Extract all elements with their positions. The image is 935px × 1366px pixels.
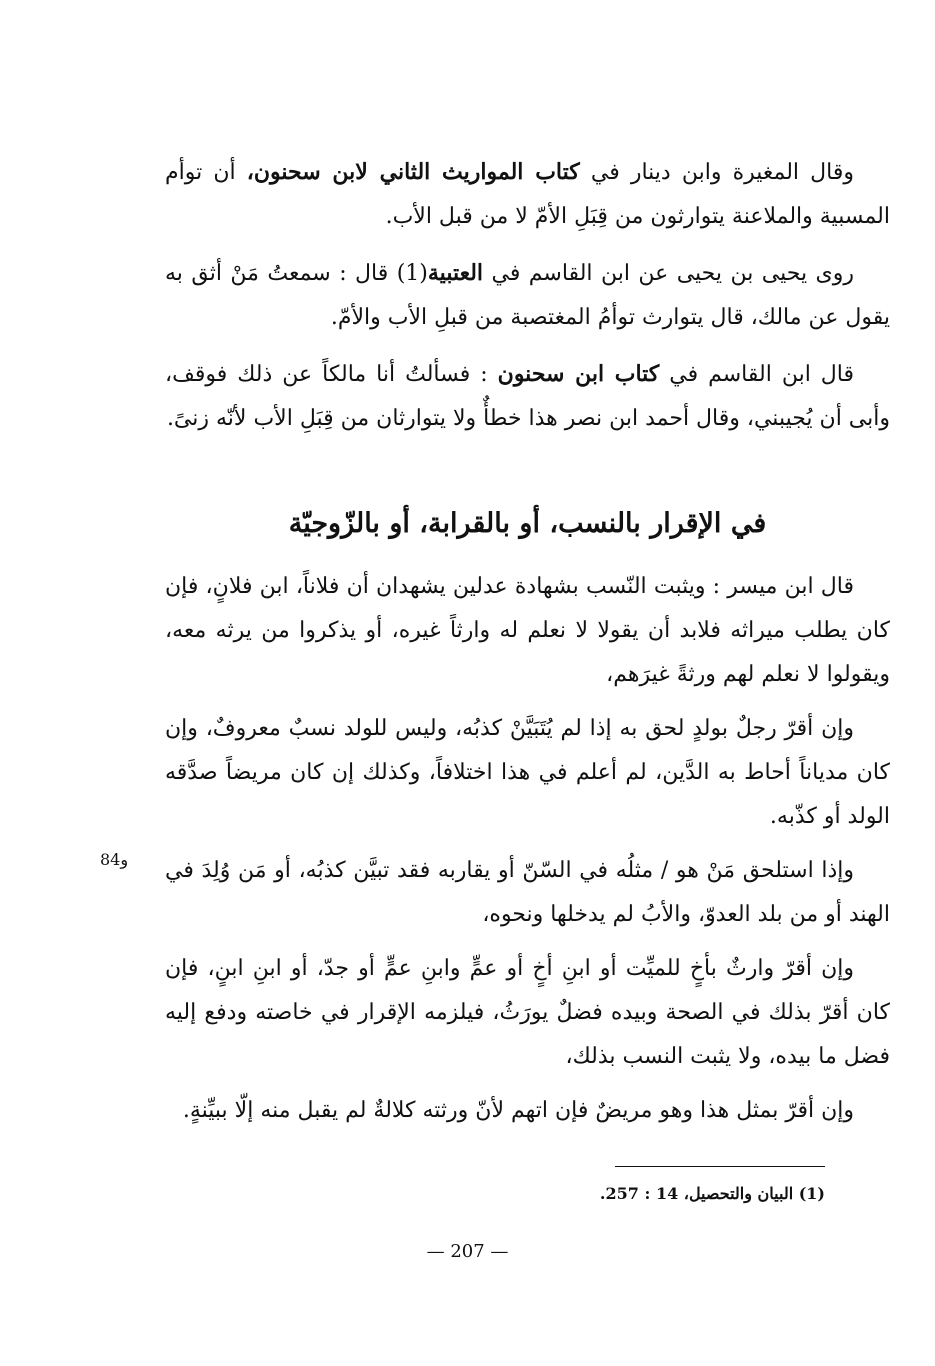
footnote: (1) البيان والتحصيل، 14 : 257. (599, 1184, 825, 1203)
bottom-text-block (165, 565, 890, 1133)
bold-citation: العتبية (427, 260, 484, 286)
paragraph-1 (165, 150, 890, 239)
folio-margin-note: 84و (100, 850, 129, 869)
footnote-rule (615, 1166, 825, 1167)
text-run: (1) قال : سمعتُ مَنْ أثق به يقول عن مالك، قال يتوارث توأمُ المغتصبة من قبلِ الأب والأمّ. (165, 261, 890, 330)
text-run: وقال المغيرة وابن دينار في (579, 160, 854, 185)
paragraph-5: وإن أقرّ رجلٌ بولدٍ لحق به إذا لم يُتَبَيَّنْ كذبُه، وليس للولد نسبٌ معروفٌ، وإن كان مدياناً أحاط به الدَّين، لم أعلم في هذا اختلافاً، وكذلك إن كان مريضاً صدَّقه الولد أو كذّبه. (165, 716, 890, 829)
bold-citation: كتاب ابن سحنون (497, 361, 660, 387)
text-run: أن توأم المسبية والملاعنة يتوارثون من قِبَلِ الأمّ لا من قبل الأب. (165, 160, 890, 229)
section-heading: في الإقرار بالنسب، أو بالقرابة، أو بالزّوجيّة (288, 508, 767, 539)
paragraph-4: قال ابن ميسر : ويثبت النّسب بشهادة عدلين يشهدان أن فلاناً، ابن فلانٍ، فإن كان يطلب ميراثه فلابد أن يقولا لا نعلم له وارثاً غيره، أو يذكروا من يرثه معه، ويقولوا لا نعلم لهم ورثةً غيرَهم، (165, 574, 890, 687)
paragraph-2 (165, 251, 890, 340)
bold-citation: كتاب المواريث الثاني لابن سحنون، (246, 159, 580, 185)
paragraph-3 (165, 352, 890, 441)
top-text-block (165, 150, 890, 441)
text-run: قال ابن القاسم في (659, 362, 854, 387)
paragraph-8: وإن أقرّ بمثل هذا وهو مريضٌ فإن اتهم لأنّ ورثته كلالةٌ لم يقبل منه إلّا ببيِّنةٍ. (182, 1098, 854, 1123)
paragraph-7: وإن أقرّ وارثٌ بأخٍ للميِّت أو ابنِ أخٍ أو عمٍّ وابنِ عمٍّ أو جدّ، أو ابنِ ابنٍ، فإن كان أقرّ بذلك في الصحة وبيده فضلٌ يورَثُ، فيلزمه الإقرار في خاصته ودفع إليه فضل ما بيده، ولا يثبت النسب بذلك، (165, 956, 890, 1069)
page-number: — 207 — (426, 1241, 509, 1262)
text-run: روى يحيى بن يحيى عن ابن القاسم في (483, 261, 854, 286)
text-run: : فسألتُ أنا مالكاً عن ذلك فوقف، وأبى أن يُجيبني، وقال أحمد ابن نصر هذا خطأٌ ولا يتوارثان من قِبَلِ الأب لأنّه زنىً. (165, 362, 890, 431)
paragraph-6: وإذا استلحق مَنْ هو / مثلُه في السّنّ أو يقاربه فقد تبيَّن كذبُه، أو مَن وُلِدَ في الهند أو من بلد العدوّ، والأبُ لم يدخلها ونحوه، (165, 858, 890, 927)
